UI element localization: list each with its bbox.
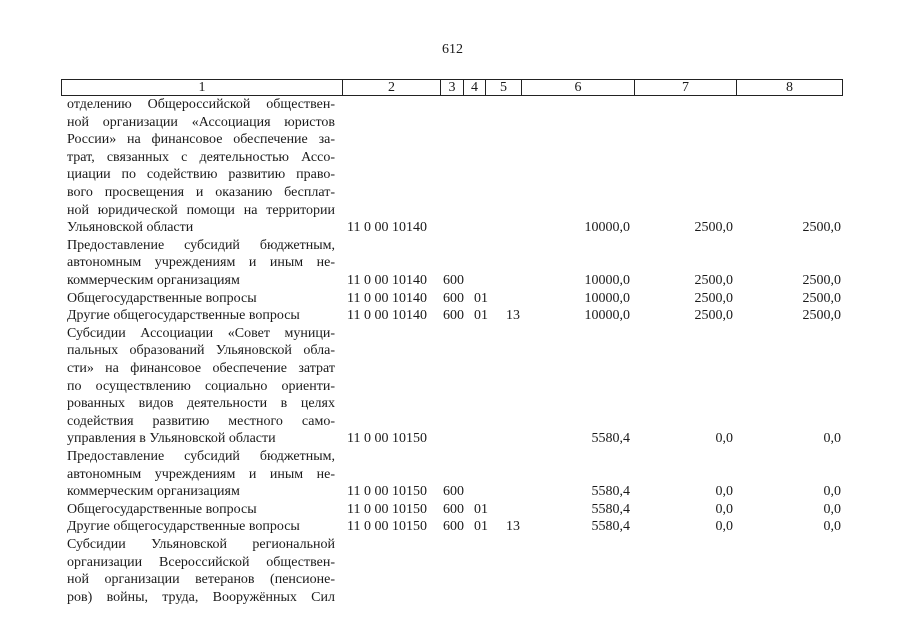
header-col-8: 8 [736, 80, 842, 95]
item-description: Другие общегосударственные вопросы [67, 308, 300, 324]
amount-year-3: 2500,0 [802, 273, 841, 288]
table-line [0, 96, 905, 114]
table-line [0, 466, 905, 484]
table-line [0, 114, 905, 132]
section: 01 [474, 290, 488, 306]
header-col-2: 2 [342, 80, 440, 95]
table-header [61, 79, 843, 96]
item-description: по осуществлению социально ориенти- [67, 378, 335, 394]
table-line [0, 430, 905, 448]
item-description: коммерческим организациям [67, 273, 240, 288]
amount-year-3: 0,0 [823, 484, 841, 500]
table-line [0, 307, 905, 325]
expense-type: 600 [443, 273, 464, 288]
budget-code: 11 0 00 10150 [347, 519, 427, 535]
budget-code: 11 0 00 10140 [347, 273, 427, 288]
expense-type: 600 [443, 290, 464, 306]
amount-year-1: 5580,4 [591, 519, 630, 535]
subsection: 13 [506, 519, 520, 535]
table-line [0, 378, 905, 396]
item-description: ной организации ветеранов (пенсионе- [67, 572, 335, 588]
amount-year-2: 0,0 [715, 431, 733, 447]
amount-year-2: 2500,0 [694, 273, 733, 288]
table-line [0, 254, 905, 272]
page-number: 612 [442, 42, 463, 57]
amount-year-1: 10000,0 [584, 220, 630, 236]
amount-year-2: 0,0 [715, 519, 733, 535]
table-line [0, 290, 905, 308]
table-line [0, 131, 905, 149]
table-line [0, 237, 905, 255]
header-col-3: 3 [440, 80, 463, 95]
table-line [0, 184, 905, 202]
item-description: автономным учреждениям и иным не- [67, 255, 335, 271]
expense-type: 600 [443, 519, 464, 535]
table-line [0, 166, 905, 184]
expense-type: 600 [443, 501, 464, 517]
item-description: ной организации «Ассоциация юристов [67, 114, 335, 130]
item-description: сти» на финансовое обеспечение затрат [67, 361, 335, 376]
item-description: циации по содействию развитию право- [67, 167, 335, 183]
amount-year-3: 2500,0 [802, 308, 841, 324]
budget-code: 11 0 00 10140 [347, 290, 427, 306]
section: 01 [474, 501, 488, 517]
expense-type: 600 [443, 484, 464, 500]
budget-code: 11 0 00 10140 [347, 308, 427, 324]
amount-year-1: 5580,4 [591, 431, 630, 447]
item-description: России» на финансовое обеспечение за- [67, 132, 335, 148]
header-col-5: 5 [485, 80, 521, 95]
amount-year-3: 2500,0 [802, 220, 841, 236]
table-line [0, 395, 905, 413]
table-line [0, 448, 905, 466]
table-line [0, 272, 905, 290]
amount-year-3: 2500,0 [802, 290, 841, 306]
item-description: Другие общегосударственные вопросы [67, 519, 300, 535]
expense-type: 600 [443, 308, 464, 324]
amount-year-3: 0,0 [823, 519, 841, 535]
item-description: содействия развитию местного само- [67, 413, 335, 429]
table-line [0, 219, 905, 237]
table-line [0, 501, 905, 519]
item-description: Ульяновской области [67, 220, 194, 236]
amount-year-1: 10000,0 [584, 273, 630, 288]
item-description: отделению Общероссийской обществен- [67, 97, 335, 112]
table-line [0, 483, 905, 501]
header-col-7: 7 [634, 80, 736, 95]
header-col-6: 6 [521, 80, 634, 95]
amount-year-2: 2500,0 [694, 290, 733, 306]
table-line [0, 554, 905, 572]
header-col-4: 4 [463, 80, 485, 95]
section: 01 [474, 308, 488, 324]
table-line [0, 342, 905, 360]
table-line [0, 413, 905, 431]
header-col-1: 1 [198, 80, 206, 95]
item-description: ной юридической помощи на территории [67, 202, 335, 218]
table-line [0, 149, 905, 167]
budget-code: 11 0 00 10150 [347, 431, 427, 447]
amount-year-1: 10000,0 [584, 290, 630, 306]
item-description: Предоставление субсидий бюджетным, [67, 237, 335, 253]
section: 01 [474, 519, 488, 535]
item-description: Общегосударственные вопросы [67, 501, 257, 517]
item-description: Общегосударственные вопросы [67, 290, 257, 306]
item-description: Предоставление субсидий бюджетным, [67, 449, 335, 464]
amount-year-1: 5580,4 [591, 501, 630, 517]
amount-year-3: 0,0 [823, 431, 841, 447]
budget-code: 11 0 00 10150 [347, 484, 427, 500]
amount-year-2: 2500,0 [694, 220, 733, 236]
table-line [0, 518, 905, 536]
item-description: вого просвещения и оказанию бесплат- [67, 185, 335, 200]
item-description: автономным учреждениям и иным не- [67, 466, 335, 482]
table-line [0, 589, 905, 607]
item-description: управления в Ульяновской области [67, 431, 276, 447]
item-description: Субсидии Ассоциации «Совет муници- [67, 325, 335, 341]
amount-year-1: 10000,0 [584, 308, 630, 324]
table-line [0, 202, 905, 220]
amount-year-2: 0,0 [715, 484, 733, 500]
budget-code: 11 0 00 10150 [347, 501, 427, 517]
budget-code: 11 0 00 10140 [347, 220, 427, 236]
item-description: рованных видов деятельности в целях [67, 396, 335, 412]
table-line [0, 536, 905, 554]
table-line [0, 571, 905, 589]
item-description: пальных образований Ульяновской обла- [67, 343, 335, 359]
amount-year-2: 2500,0 [694, 308, 733, 324]
amount-year-2: 0,0 [715, 501, 733, 517]
item-description: коммерческим организациям [67, 484, 240, 500]
table-line [0, 360, 905, 378]
subsection: 13 [506, 308, 520, 324]
item-description: Субсидии Ульяновской региональной [67, 537, 335, 552]
item-description: трат, связанных с деятельностью Ассо- [67, 149, 335, 165]
item-description: организации Всероссийской обществен- [67, 554, 335, 570]
amount-year-1: 5580,4 [591, 484, 630, 500]
table-line [0, 325, 905, 343]
item-description: ров) войны, труда, Вооружённых Сил [67, 589, 335, 605]
amount-year-3: 0,0 [823, 501, 841, 517]
